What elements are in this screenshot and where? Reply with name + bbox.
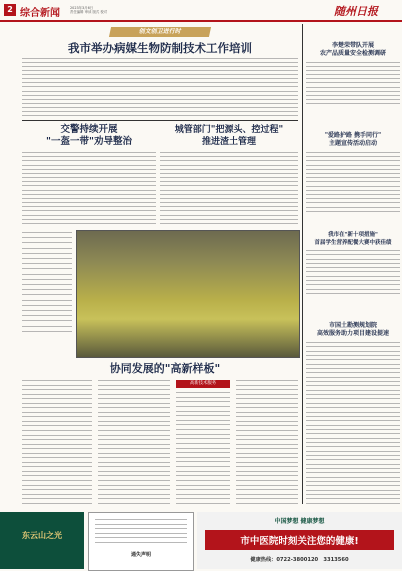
main-headline: 我市举办病媒生物防制技术工作培训 — [68, 41, 252, 55]
feature-col-4 — [236, 380, 298, 504]
notice-box — [88, 512, 194, 571]
promo-left-ad — [0, 512, 84, 569]
right-headline-3: 我市在"新十项措施" 首届学生营养配餐大赛中获佳绩 — [314, 232, 392, 246]
header-rule — [0, 20, 402, 22]
promo-left-brand: 东云山之光 — [22, 530, 62, 540]
feature-col-3 — [176, 392, 230, 504]
feature-col-1 — [22, 380, 92, 504]
article-left-text — [22, 152, 156, 224]
right-text-2 — [306, 152, 400, 212]
hospital-title: 市中医院时刻关注您的健康! — [205, 530, 394, 550]
notice-title: 通失声明 — [130, 552, 151, 558]
hospital-slogan: 中国梦想 健康梦想 — [274, 518, 325, 525]
article-mid-text — [160, 152, 298, 224]
page-number-badge: 2 — [4, 4, 16, 16]
divider — [22, 120, 298, 121]
right-headline-1: 李楚荣带队开展 农产品质量安全检测调研 — [319, 42, 386, 57]
article-mid-headline: 城管部门"把源头、控过程" 推进渣土管理 — [174, 125, 284, 147]
right-column-rule — [302, 24, 303, 504]
hospital-ad — [197, 512, 402, 569]
newspaper-logo: 随州日报 — [334, 5, 378, 18]
factory-photo — [76, 230, 300, 358]
right-text-3 — [306, 250, 400, 294]
kicker-banner: 创文创卫进行时 — [109, 27, 211, 37]
article-left-headline: 交警持续开展 "一盔一带"劝导整治 — [46, 124, 132, 147]
feature-headline: 协同发展的"高新样板" — [109, 362, 221, 375]
notice-text — [95, 519, 187, 543]
right-headline-2: "爱路护路 携手同行" 主题宣传活动启动 — [324, 132, 382, 147]
date-line: 2023年3月6日 责任编辑 审读 版式 校对 — [70, 6, 108, 15]
hospital-phone: 健康热线：0722-3800120 3313560 — [250, 557, 349, 563]
right-text-1 — [306, 62, 400, 104]
right-headline-4: 市国土勘测规划院 高效服务助力项目建设提速 — [316, 322, 389, 337]
photo-caption-text — [22, 232, 72, 332]
feature-col-2 — [98, 380, 170, 504]
section-title: 综合新闻 — [20, 8, 60, 19]
main-article-text — [22, 58, 298, 116]
feature-box-label: 高新技术服务 — [176, 380, 230, 388]
right-text-4 — [306, 342, 400, 504]
